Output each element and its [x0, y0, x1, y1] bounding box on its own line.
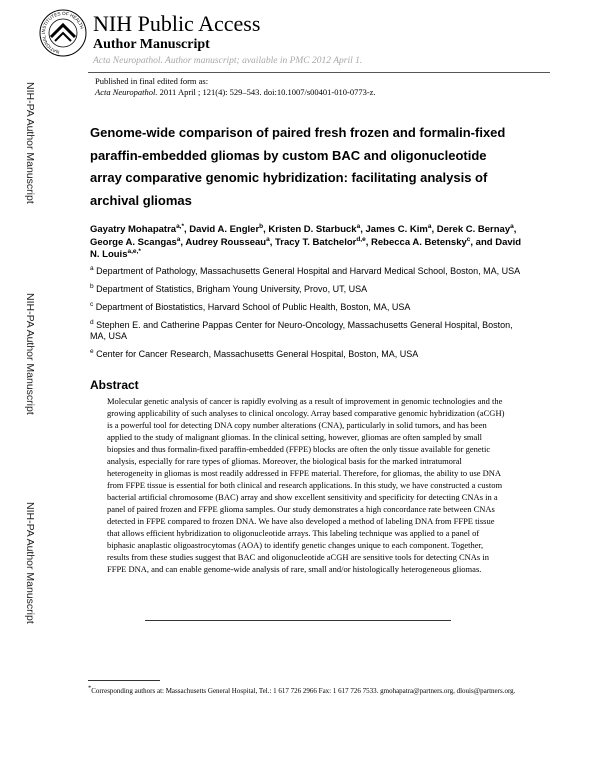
author-name: George A. Scangas — [90, 236, 177, 248]
nih-logo — [38, 8, 88, 58]
author-list: Gayatry Mohapatra$^{a,*}$, David A. Engler$^b$, Kristen D. Starbuck$^a$, James C. Kim$^a$, Derek C. Bernay$^a$, George A. Scangas$^a$, Audrey Rousseau$^a$, Tracy T. Batchelor$^{d,e}$, Rebecca A. Betensky$^c$, and David N. Louis$^{a,e,*}$ — [90, 222, 522, 260]
affiliation-label: a — [90, 265, 94, 272]
author-affiliation-mark: a — [266, 235, 270, 243]
affiliation — [90, 266, 530, 277]
author-name: Gayatry Mohapatra — [90, 224, 177, 235]
affiliation — [90, 284, 530, 295]
author-affiliation-mark: a — [427, 222, 432, 230]
header-divider — [88, 72, 550, 73]
author-name: Audrey Rousseau — [185, 236, 267, 248]
affiliation-text: Center for Cancer Research, Massachusetts General Hospital, Boston, MA, USA — [93, 349, 419, 359]
author-affiliation-mark: d,e — [356, 235, 366, 243]
sidebar-label: NIH-PA Author Manuscript — [24, 82, 36, 204]
citation — [95, 87, 376, 97]
author-affiliation-mark: a — [176, 235, 181, 243]
abstract-divider — [145, 620, 451, 621]
author-affiliation-mark: c — [466, 235, 471, 243]
abstract-heading: Abstract — [90, 378, 139, 392]
footnote-text: Corresponding authors at: Massachusetts General Hospital, Tel.: 1 617 726 2966 Fax: 1 617 726 7533. gmohapatra@partners.org, dlouis@partners.org. — [91, 687, 516, 695]
author-name: James C. Kim — [365, 224, 428, 235]
footnote-divider — [88, 680, 160, 681]
nih-public-access-title: NIH Public Access — [93, 11, 261, 36]
author-affiliation-mark: a,* — [176, 222, 185, 230]
affiliation — [90, 320, 530, 342]
sidebar-label: NIH-PA Author Manuscript — [24, 293, 36, 415]
availability-note: Acta Neuropathol. Author manuscript; available in PMC 2012 April 1. — [93, 56, 363, 66]
nih-seal-icon — [38, 8, 88, 58]
affiliation-label: e — [90, 348, 94, 355]
affiliation — [90, 302, 530, 313]
footnote-mark: * — [88, 684, 92, 692]
author-name: Kristen D. Starbuck — [268, 224, 357, 235]
author-name: David A. Engler — [189, 224, 260, 235]
svg-text:NATIONAL INSTITUTES OF HEALTH: NATIONAL INSTITUTES OF HEALTH — [40, 10, 85, 55]
affiliation-text: Department of Biostatistics, Harvard School of Public Health, Boston, MA, USA — [93, 302, 411, 312]
abstract-text: Molecular genetic analysis of cancer is rapidly evolving as a result of improvement in genomic technologies and the growing applicability of such analyses to clinical oncology. Array based comparative genomic hybridization (aCGH) is a powerful tool for detecting DNA copy number alterations (CNA), particularly in solid tumors, and has been applied to the study of malignant gliomas. In the clinical setting, however, gliomas are often sampled by small biopsies and thus formalin-fixed paraffin-embedded (FFPE) blocks are often the only tissue available for genetic analysis, especially for rare types of gliomas. Moreover, the biological basis for the marked intratumoral heterogeneity in gliomas is most readily addressed in FFPE material. Therefore, for gliomas, the ability to use DNA from FFPE tissue is essential for both clinical and research applications. In this study, we have constructed a custom bacterial artificial chromosome (BAC) array and show excellent sensitivity and specificity for detecting CNAs in a panel of paired frozen and FFPE glioma samples. Our study demonstrates a high concordance rate between CNAs detected in FFPE compared to frozen DNA. We have also developed a method of labeling DNA from FFPE tissue that allows efficient hybridization to oligonucleotide arrays. This labeling technique was applied to a panel of biphasic anaplastic oligoastrocytomas (AOA) to identify genetic changes unique to each component. Together, results from these studies suggest that BAC and oligonucleotide aCGH are sensitive tools for detecting CNAs in FFPE DNA, and can enable genome-wide analysis of rare, small and/or histologically heterogeneous gliomas. — [107, 396, 505, 574]
affiliation-text: Stephen E. and Catherine Pappas Center for Neuro-Oncology, Massachusetts General Hospital, Boston, MA, USA — [90, 320, 513, 341]
footnote — [88, 686, 528, 696]
author-name: David N. Louis — [90, 236, 522, 260]
affiliation-label: d — [90, 319, 94, 326]
citation-details: 2011 April ; 121(4): 529–543. doi:10.1007/s00401-010-0773-z. — [159, 87, 376, 97]
affiliation-label: b — [90, 283, 94, 290]
sidebar-label: NIH-PA Author Manuscript — [24, 502, 36, 624]
author-manuscript-label: Author Manuscript — [93, 37, 210, 52]
author-affiliation-mark: a,e,* — [127, 247, 141, 255]
affiliation — [90, 349, 530, 360]
published-label: Published in final edited form as: — [95, 76, 209, 86]
citation-journal: Acta Neuropathol. — [95, 87, 158, 97]
author-affiliation-mark: a — [356, 222, 361, 230]
affiliation-text: Department of Pathology, Massachusetts General Hospital and Harvard Medical School, Boston, MA, USA — [93, 266, 521, 276]
author-name: Rebecca A. Betensky — [371, 236, 467, 248]
author-affiliation-mark: b — [259, 222, 264, 230]
affiliation-label: c — [90, 301, 94, 308]
author-name: Derek C. Bernay — [436, 224, 511, 235]
affiliation-list — [90, 266, 530, 367]
affiliation-text: Department of Statistics, Brigham Young University, Provo, UT, USA — [93, 284, 368, 294]
article-title: Genome-wide comparison of paired fresh frozen and formalin-fixed paraffin-embedded gliomas by custom BAC and oligonucleotide array comparative genomic hybridization: facilitating analysis of archival gliomas — [90, 125, 506, 208]
author-name: Tracy T. Batchelor — [275, 236, 357, 248]
author-affiliation-mark: a — [510, 222, 514, 230]
